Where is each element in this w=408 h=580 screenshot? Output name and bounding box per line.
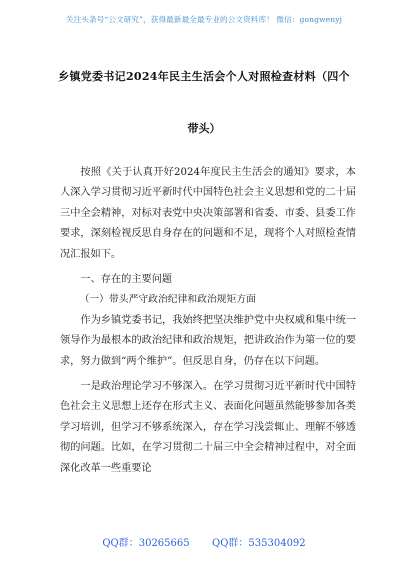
document-title-line-2: 带头） xyxy=(187,122,221,135)
body-paragraph: 作为乡镇党委书记，我始终把坚决维护党中央权威和集中统一领导作为最根本的政治纪律和政治规矩，把讲政治作为第一位的要求，努力做到“两个维护”。但反思自身，仍存在以下问题。 xyxy=(60,314,356,367)
subsection-heading: （一）带头严守政治纪律和政治规矩方面 xyxy=(79,294,256,306)
section-heading: 一、存在的主要问题 xyxy=(80,274,173,286)
promo-header: 关注头条号“公文研究”，获得最新最全最专业的公文资料库！ 微信：gongwenyj xyxy=(65,15,343,24)
document-body xyxy=(60,163,356,479)
intro-paragraph: 按照《关于认真开好2024年度民主生活会的通知》要求，本人深入学习贯彻习近平新时代中国特色社会主义思想和党的二十届三中全会精神，对标对表党中央决策部署和省委、市委、县委工作要求，深刻检视反思自身存在的问题和不足，现将个人对照检查情况汇报如下。 xyxy=(60,167,356,260)
footer-qq-group-2: QQ群：535304092 xyxy=(212,538,306,549)
document-title-line-1: 乡镇党委书记2024年民主生活会个人对照检查材料（四个 xyxy=(58,70,350,83)
footer-qq-group-1: QQ群：30265665 xyxy=(102,538,190,549)
footer-contact xyxy=(0,534,408,549)
body-paragraph: 一是政治理论学习不够深入。在学习贯彻习近平新时代中国特色社会主义思想上还存在形式主义、表面化问题虽然能够参加各类学习培训，但学习不够系统深入，存在学习浅尝辄止、理解不够透彻的问题。比如，在学习贯彻二十届三中全会精神过程中，对全面深化改革一些重要论 xyxy=(60,381,356,474)
